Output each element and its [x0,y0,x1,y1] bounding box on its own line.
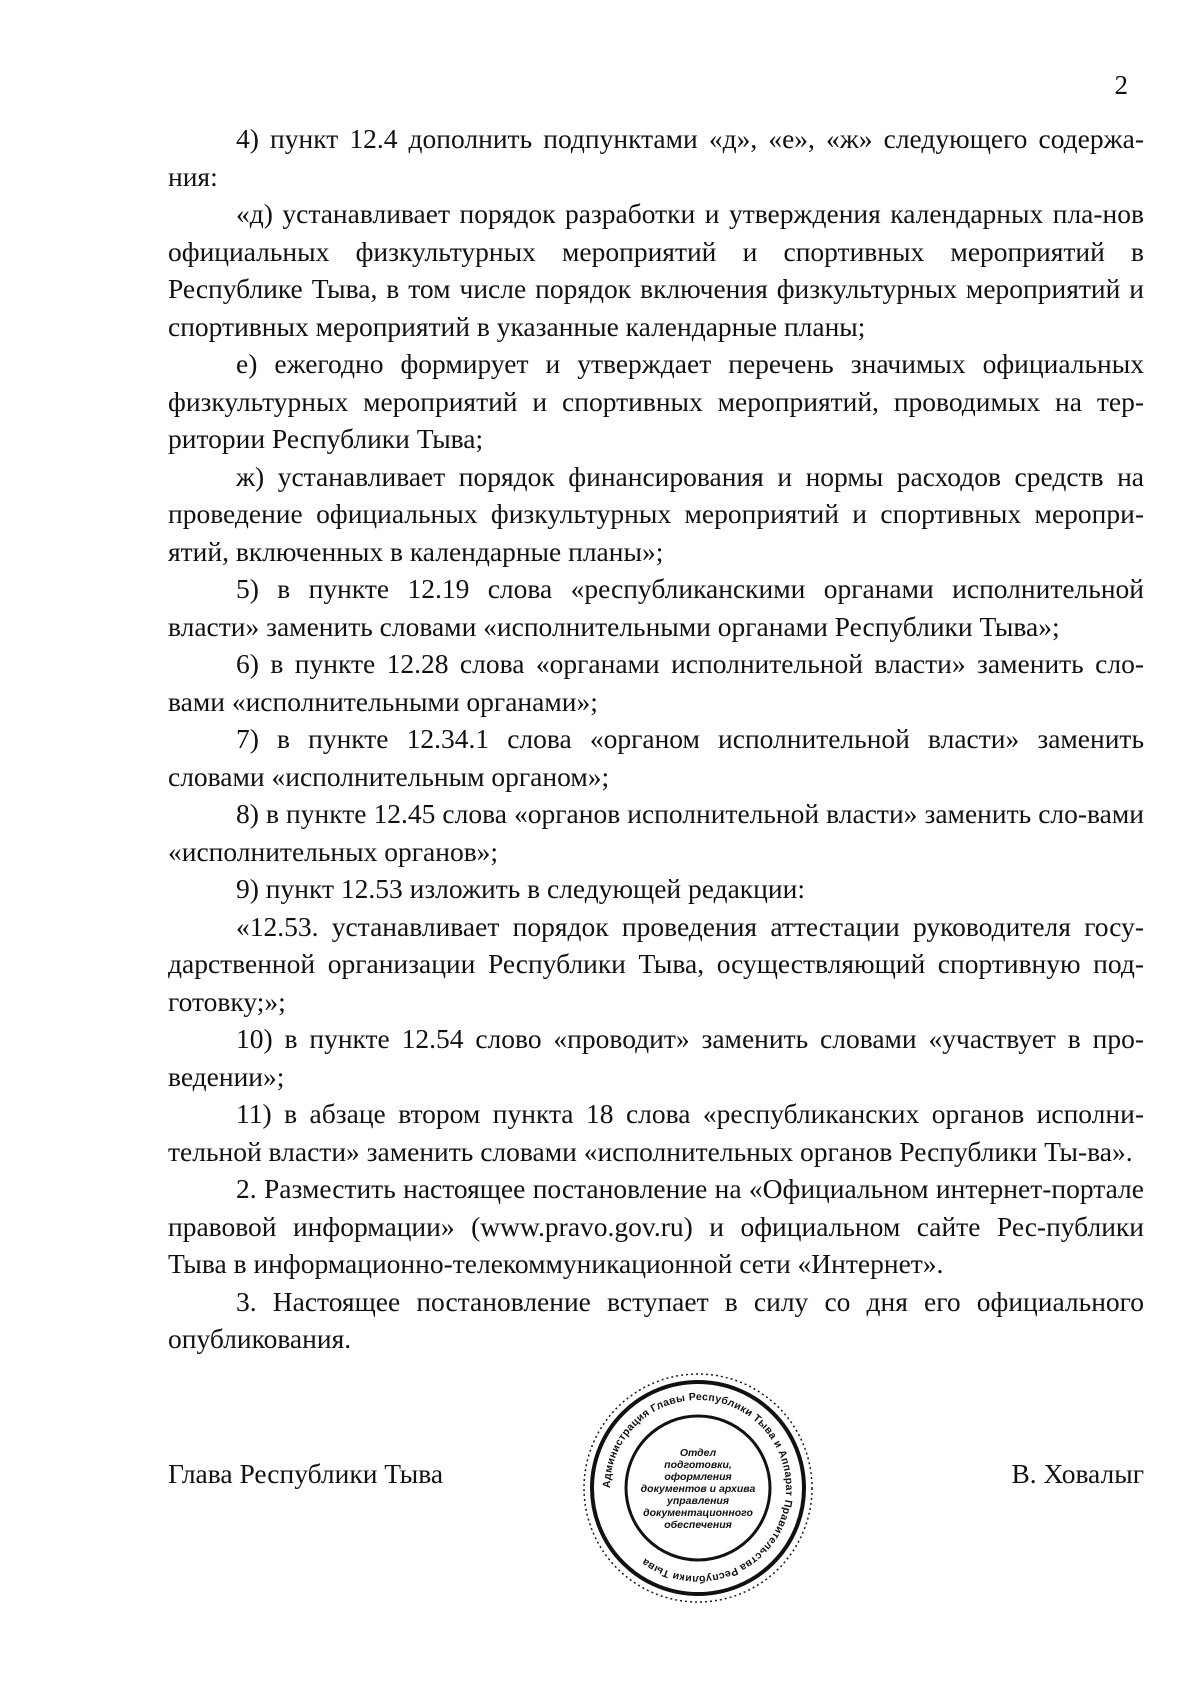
paragraph-item-7: 7) в пункте 12.34.1 слова «органом исполнительной власти» заменить словами «исполнительным органом»; [168,723,1144,792]
signer-name: В. Ховалыг [1011,1458,1144,1489]
paragraph-item-4: 4) пункт 12.4 дополнить подпунктами «д», «е», «ж» следующего содержа-ния: [168,123,1144,192]
paragraph-section-2: 2. Разместить настоящее постановление на «Официальном интернет-портале правовой информации» (www.pravo.gov.ru) и официальном сайте Рес-публики Тыва в информационно-телекоммуникационной сети «Интернет». [168,1173,1144,1279]
paragraph-item-8: 8) в пункте 12.45 слова «органов исполнительной власти» заменить сло-вами «исполнительных органов»; [168,798,1144,867]
paragraph-subitem-zh: ж) устанавливает порядок финансирования и нормы расходов средств на проведение официальных физкультурных мероприятий и спортивных меропри-ятий, включенных в календарные планы»; [168,460,1144,567]
stamp-inner-line: документационного [643,1507,753,1519]
stamp-inner-line: обеспечения [664,1519,732,1531]
paragraph-item-5: 5) в пункте 12.19 слова «республиканскими органами исполнительной власти» заменить словами «исполнительными органами Республики Тыва»; [168,573,1144,642]
page-number: 2 [1114,70,1128,100]
paragraph-item-9: 9) пункт 12.53 изложить в следующей редакции: [236,873,805,904]
paragraph-item-11: 11) в абзаце втором пункта 18 слова «республиканских органов исполни-тельной власти» заменить словами «исполнительных органов Республики Ты-ва». [168,1098,1144,1167]
signer-title: Глава Республики Тыва [168,1458,444,1489]
stamp-inner-line: оформления [664,1471,732,1483]
stamp-inner-line: подготовки, [664,1459,732,1471]
stamp-ring-text: Администрация Главы Республики Тыва и Аппарат Правительства Республики Тыва [600,1390,796,1586]
paragraph-item-6: 6) в пункте 12.28 слова «органами исполнительной власти» заменить сло-вами «исполнительными органами»; [168,648,1144,717]
paragraph-section-3: 3. Настоящее постановление вступает в силу со дня его официального опубликования. [168,1285,1144,1354]
paragraph-item-12-53: «12.53. устанавливает порядок проведения аттестации руководителя госу-дарственной организации Республики Тыва, осуществляющий спортивную под-готовку;»; [168,910,1144,1017]
official-stamp [580,1370,816,1606]
paragraph-subitem-d: «д) устанавливает порядок разработки и утверждения календарных пла-нов официальных физкультурных мероприятий и спортивных мероприятий в Республике Тыва, в том числе порядок включения физкультурных мероприятий и спортивных мероприятий в указанные календарные планы; [168,198,1144,342]
stamp-inner-line: документов и архива [640,1483,756,1495]
stamp-inner-line: Отдел [679,1447,717,1459]
stamp-seal-icon [580,1370,816,1606]
stamp-inner-line: управления [666,1495,730,1507]
paragraph-subitem-e: е) ежегодно формирует и утверждает перечень значимых официальных физкультурных мероприятий и спортивных мероприятий, проводимых на тер-ритории Республики Тыва; [168,348,1144,454]
paragraph-item-10: 10) в пункте 12.54 слово «проводит» заменить словами «участвует в про-ведении»; [168,1023,1144,1092]
document-body [168,120,1144,1358]
